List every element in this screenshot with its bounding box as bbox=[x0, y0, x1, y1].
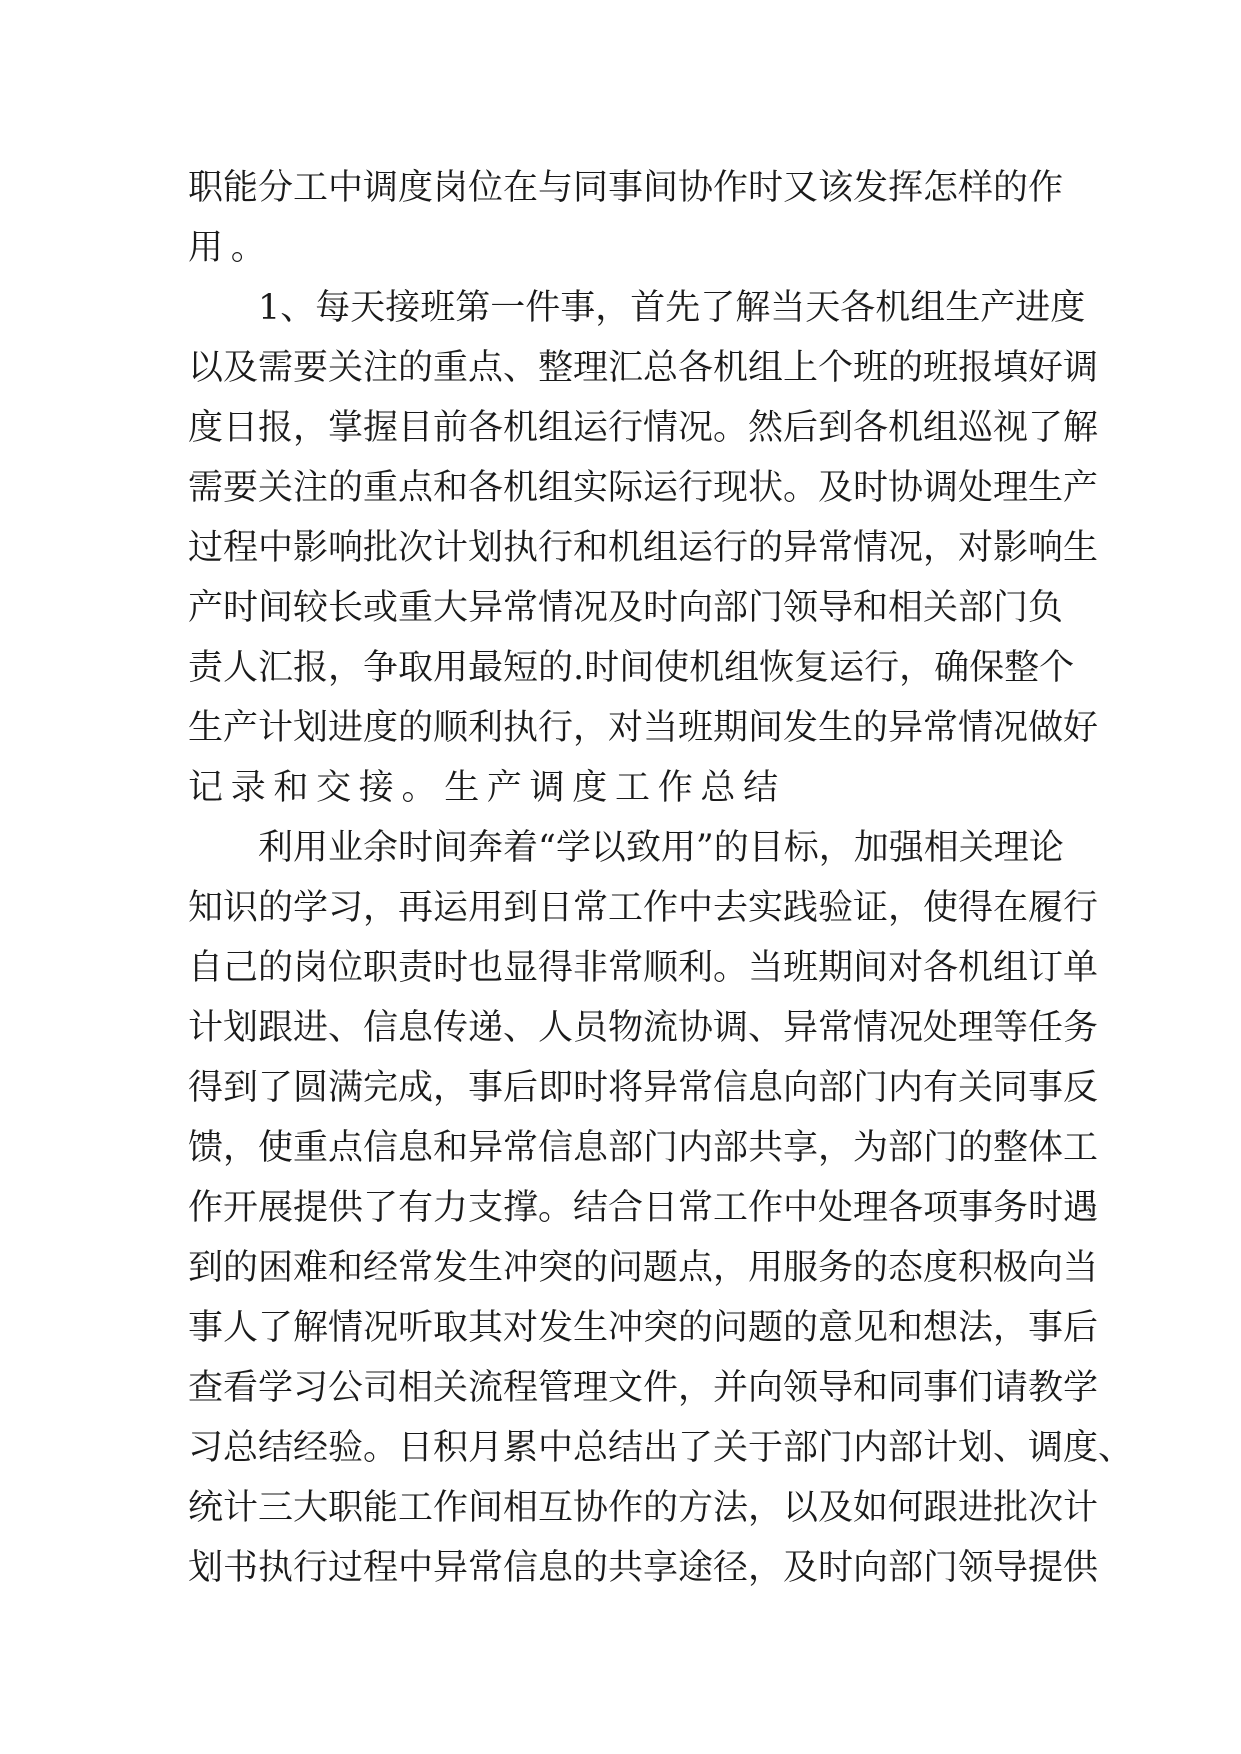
text-line: 记录和交接。生产调度工作总结 bbox=[188, 768, 786, 808]
text-line: 统计三大职能工作间相互协作的方法，以及如何跟进批次计 bbox=[188, 1488, 1099, 1528]
text-line: 自己的岗位职责时也显得非常顺利。当班期间对各机组订单 bbox=[188, 948, 1099, 988]
text-line: 到的困难和经常发生冲突的问题点，用服务的态度积极向当 bbox=[188, 1248, 1099, 1288]
text-line: 产时间较长或重大异常情况及时向部门领导和相关部门负 bbox=[188, 588, 1064, 628]
text-line: 查看学习公司相关流程管理文件，并向领导和同事们请教学 bbox=[188, 1368, 1099, 1408]
text-line: 生产计划进度的顺利执行，对当班期间发生的异常情况做好 bbox=[188, 708, 1099, 748]
text-line: 1、每天接班第一件事，首先了解当天各机组生产进度 bbox=[258, 288, 1086, 328]
text-line: 责人汇报，争取用最短的.时间使机组恢复运行，确保整个 bbox=[188, 648, 1075, 688]
text-line: 过程中影响批次计划执行和机组运行的异常情况，对影响生 bbox=[188, 528, 1099, 568]
text-line: 用。 bbox=[188, 228, 274, 268]
text-line: 以及需要关注的重点、整理汇总各机组上个班的班报填好调 bbox=[188, 348, 1099, 388]
text-line: 需要关注的重点和各机组实际运行现状。及时协调处理生产 bbox=[188, 468, 1099, 508]
text-line: 利用业余时间奔着“学以致用”的目标，加强相关理论 bbox=[258, 828, 1064, 868]
text-line: 馈，使重点信息和异常信息部门内部共享，为部门的整体工 bbox=[188, 1128, 1099, 1168]
text-line: 作开展提供了有力支撑。结合日常工作中处理各项事务时遇 bbox=[188, 1188, 1099, 1228]
text-line: 知识的学习，再运用到日常工作中去实践验证，使得在履行 bbox=[188, 888, 1099, 928]
text-line: 事人了解情况听取其对发生冲突的问题的意见和想法，事后 bbox=[188, 1308, 1099, 1348]
text-line: 习总结经验。日积月累中总结出了关于部门内部计划、调度、 bbox=[188, 1428, 1134, 1468]
text-line: 度日报，掌握目前各机组运行情况。然后到各机组巡视了解 bbox=[188, 408, 1099, 448]
text-line: 计划跟进、信息传递、人员物流协调、异常情况处理等任务 bbox=[188, 1008, 1099, 1048]
text-line: 划书执行过程中异常信息的共享途径，及时向部门领导提供 bbox=[188, 1548, 1099, 1588]
text-line: 得到了圆满完成，事后即时将异常信息向部门内有关同事反 bbox=[188, 1068, 1099, 1108]
text-line: 职能分工中调度岗位在与同事间协作时又该发挥怎样的作 bbox=[188, 168, 1064, 208]
document-body bbox=[188, 158, 1134, 1598]
